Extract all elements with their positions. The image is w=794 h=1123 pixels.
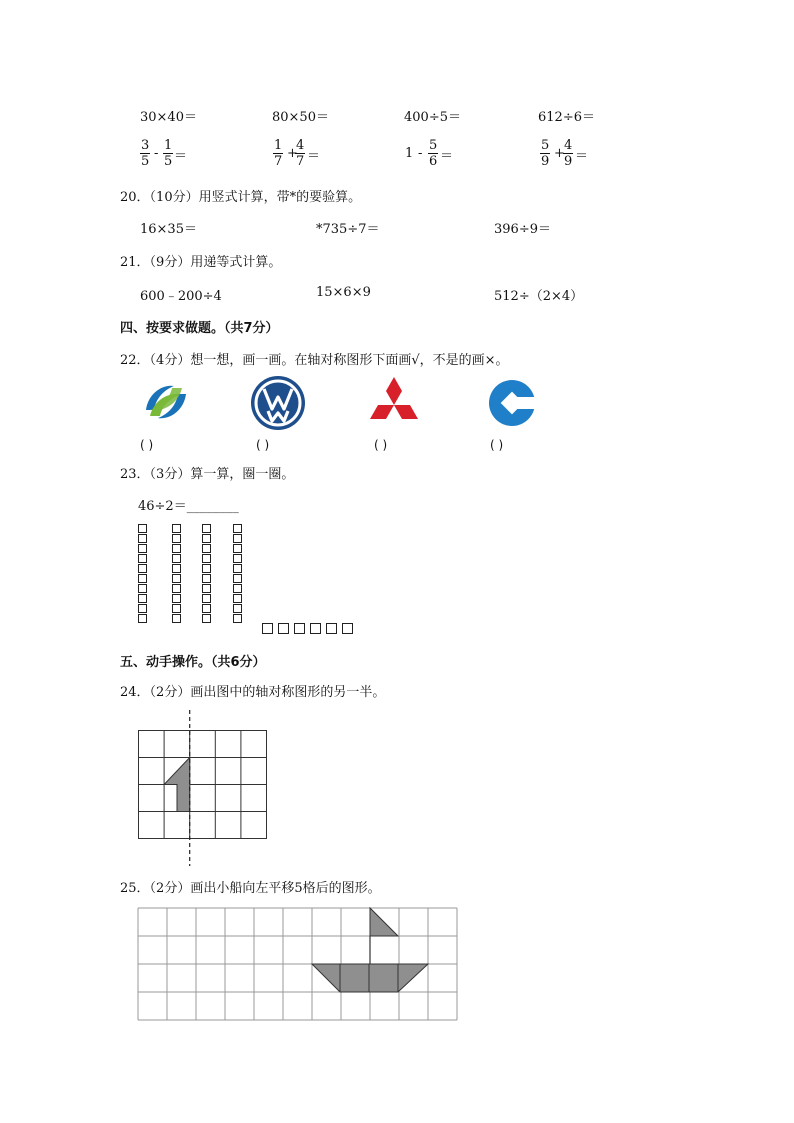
unit-square: [233, 604, 242, 613]
q21-item-3: 512÷（2×4）: [494, 289, 584, 304]
unit-square: [202, 534, 211, 543]
unit-square: [294, 623, 305, 634]
unit-square: [278, 623, 289, 634]
q24-label: 24．（2分）画出图中的轴对称图形的另一半。: [120, 685, 386, 700]
half-shape: [164, 758, 190, 812]
unit-square: [138, 604, 147, 613]
unit-square: [202, 584, 211, 593]
unit-square: [138, 544, 147, 553]
unit-square: [172, 554, 181, 563]
unit-square: [202, 524, 211, 533]
unit-square: [233, 554, 242, 563]
ccb-logo: [487, 378, 537, 428]
unit-square: [326, 623, 337, 634]
answer-paren-2[interactable]: ( ): [256, 438, 270, 452]
unit-square: [138, 534, 147, 543]
unit-square: [233, 544, 242, 553]
calc-3: 400÷5＝: [404, 110, 461, 125]
q20-label: 20．（10分）用竖式计算，带*的要验算。: [120, 190, 362, 205]
unit-square: [202, 564, 211, 573]
unit-square: [138, 554, 147, 563]
unit-square: [233, 524, 242, 533]
unit-square: [202, 544, 211, 553]
unit-square: [138, 614, 147, 623]
boat-hull: [312, 964, 428, 992]
tens-column: [233, 524, 242, 624]
answer-paren-1[interactable]: ( ): [140, 438, 154, 452]
unit-square: [342, 623, 353, 634]
symmetry-grid[interactable]: [136, 710, 270, 866]
q21-item-1: 600﹣200÷4: [140, 289, 222, 304]
unit-square: [233, 534, 242, 543]
unit-square: [172, 564, 181, 573]
boat-sail: [370, 908, 398, 936]
unit-square: [138, 524, 147, 533]
answer-paren-4[interactable]: ( ): [490, 438, 504, 452]
calc-2: 80×50＝: [272, 110, 329, 125]
unit-square: [202, 574, 211, 583]
unit-square: [233, 574, 242, 583]
unit-square: [233, 614, 242, 623]
unit-square: [172, 614, 181, 623]
unit-square: [138, 584, 147, 593]
unit-square: [138, 564, 147, 573]
volkswagen-logo: [250, 375, 306, 431]
boat-grid[interactable]: [136, 906, 458, 1024]
tens-column: [172, 524, 181, 624]
section-5-heading: 五、动手操作。（共6分）: [120, 655, 266, 670]
mitsubishi-logo: [366, 377, 422, 427]
unit-square: [172, 544, 181, 553]
q23-label: 23．（3分）算一算，圈一圈。: [120, 467, 295, 482]
unit-square: [138, 574, 147, 583]
unit-square: [202, 604, 211, 613]
unit-square: [172, 574, 181, 583]
unit-square: [172, 534, 181, 543]
calc-1: 30×40＝: [140, 110, 197, 125]
unit-square: [202, 554, 211, 563]
unit-square: [172, 584, 181, 593]
section-4-heading: 四、按要求做题。（共7分）: [120, 321, 279, 336]
q20-item-1: 16×35＝: [140, 222, 197, 237]
china-mobile-logo: [140, 376, 192, 428]
tens-column: [202, 524, 211, 624]
unit-square: [172, 524, 181, 533]
unit-square: [262, 623, 273, 634]
unit-square: [172, 604, 181, 613]
answer-paren-3[interactable]: ( ): [374, 438, 388, 452]
q22-label: 22．（4分）想一想，画一画。在轴对称图形下面画√，不是的画×。: [120, 353, 509, 368]
q23-expression[interactable]: 46÷2＝________: [138, 499, 239, 514]
unit-square: [233, 564, 242, 573]
q21-label: 21．（9分）用递等式计算。: [120, 255, 282, 270]
unit-square: [138, 594, 147, 603]
q25-label: 25．（2分）画出小船向左平移5格后的图形。: [120, 881, 381, 896]
calc-4: 612÷6＝: [538, 110, 595, 125]
unit-square: [233, 584, 242, 593]
unit-square: [202, 594, 211, 603]
unit-square: [233, 594, 242, 603]
q20-item-2: *735÷7＝: [316, 222, 380, 237]
unit-square: [172, 594, 181, 603]
ones-squares: [262, 623, 353, 635]
unit-square: [310, 623, 321, 634]
q21-item-2: 15×6×9: [316, 285, 371, 300]
unit-square: [202, 614, 211, 623]
tens-column: [138, 524, 147, 624]
q20-item-3: 396÷9＝: [494, 222, 551, 237]
